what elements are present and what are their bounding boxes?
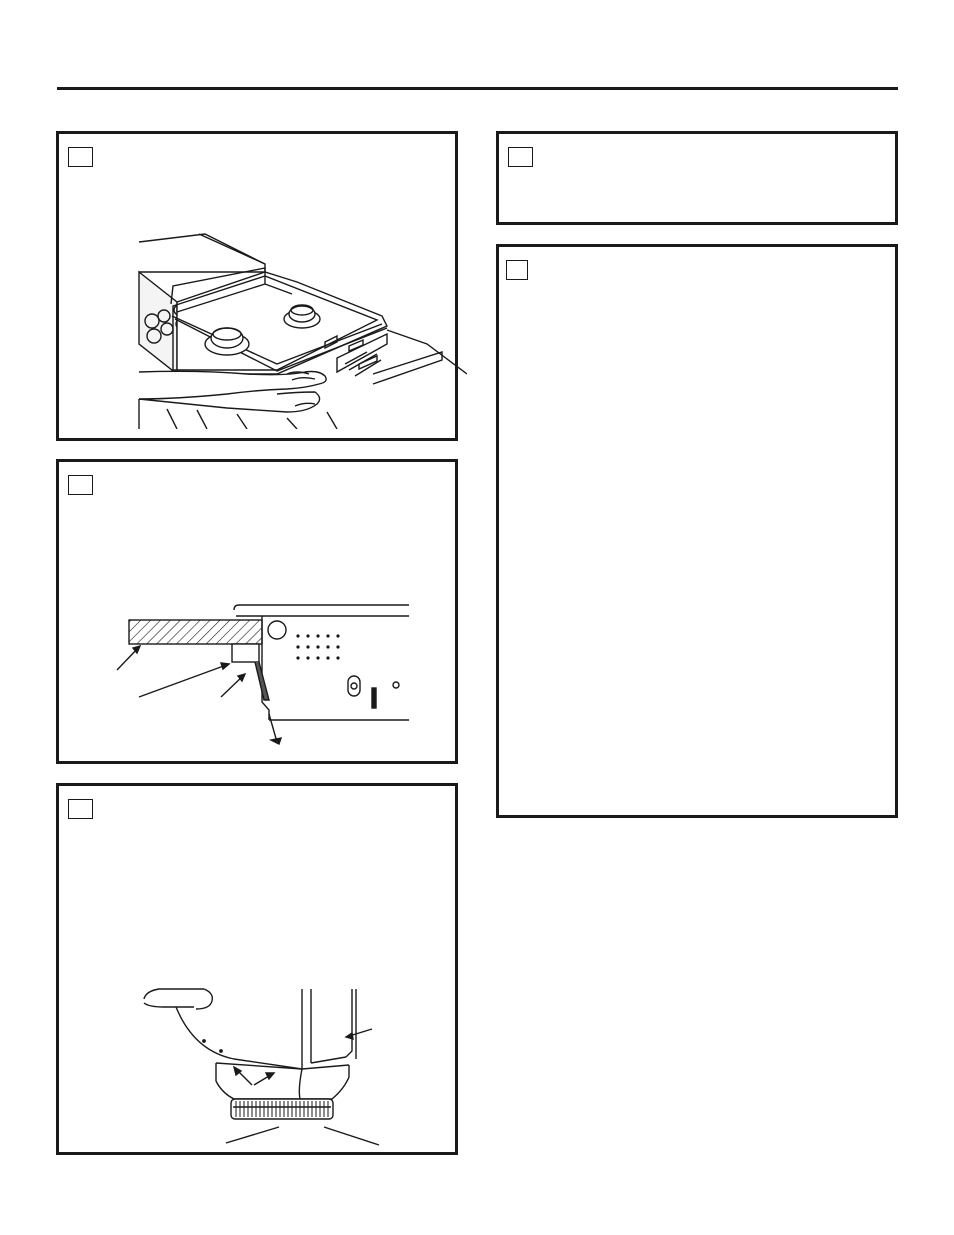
step-number-box [506, 260, 528, 280]
step-number-box [68, 147, 93, 167]
countertop-bracket-illustration [109, 602, 429, 752]
cooktop-removal-illustration [137, 224, 467, 429]
step-panel-leveling-leg [56, 783, 458, 1155]
step-panel-right-short [496, 131, 898, 225]
step-number-box [508, 147, 533, 167]
step-panel-cooktop [56, 131, 458, 441]
step-panel-countertop-bracket [56, 459, 458, 764]
header-rule [57, 87, 898, 90]
step-panel-right-tall [496, 244, 898, 818]
leveling-leg-illustration [134, 981, 394, 1151]
step-number-box [68, 475, 93, 495]
step-number-box [68, 799, 93, 819]
